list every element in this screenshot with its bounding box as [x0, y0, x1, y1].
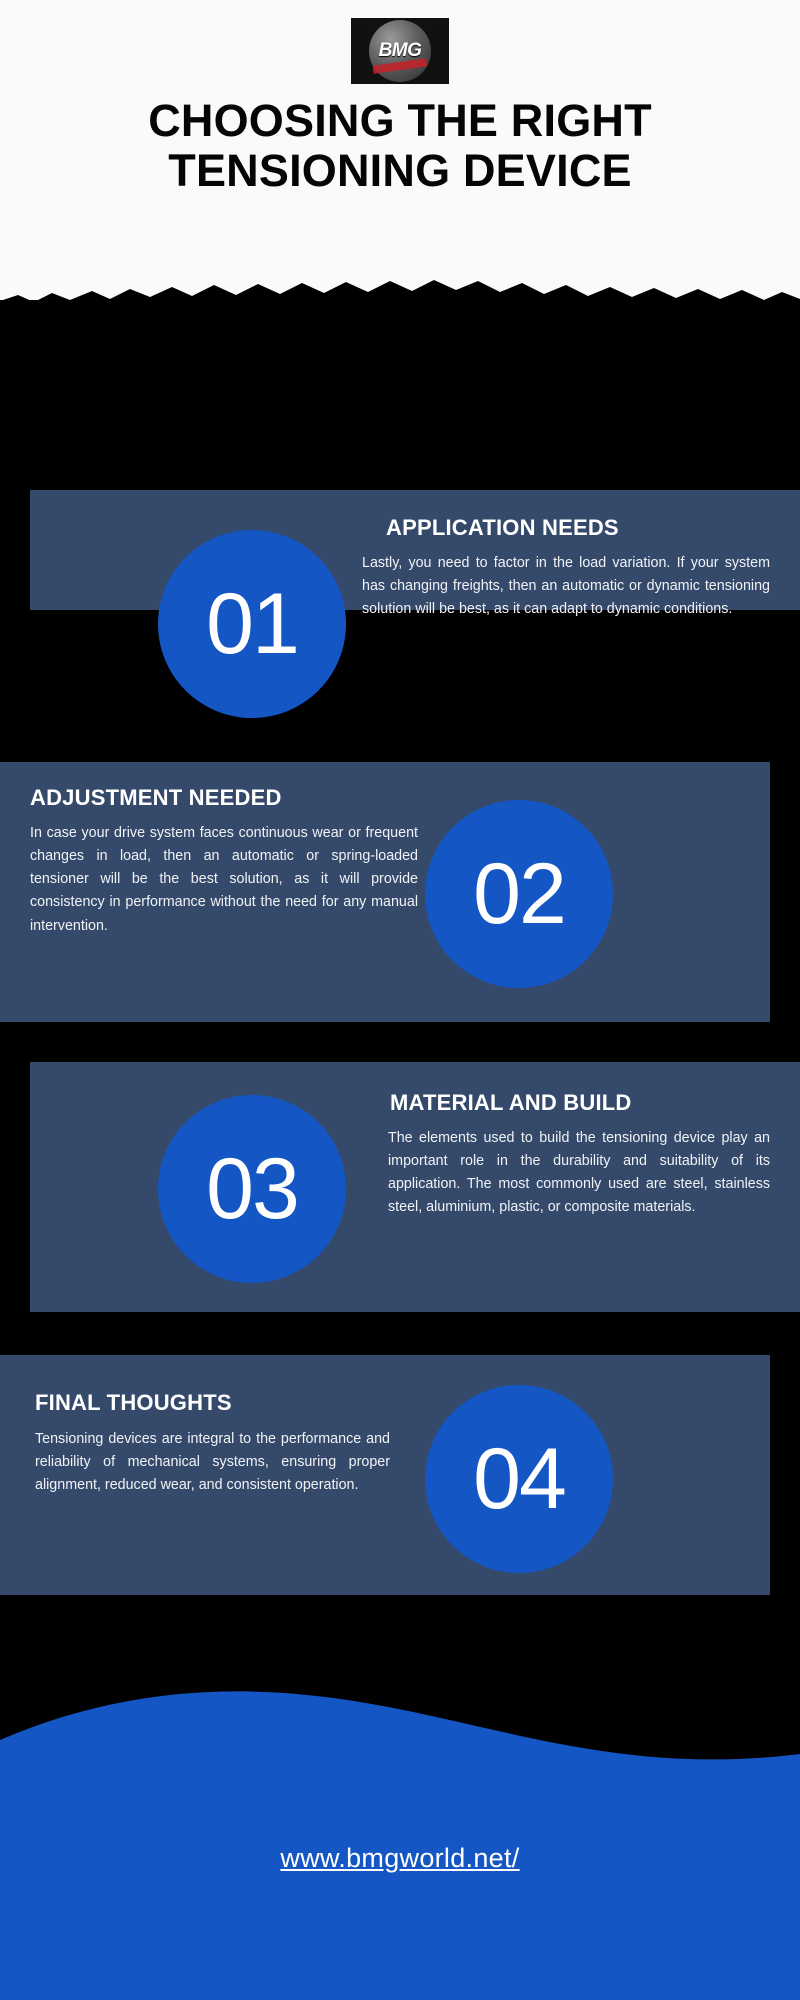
- bmg-logo-icon: [351, 18, 449, 84]
- page-title: CHOOSING THE RIGHT TENSIONING DEVICE: [148, 95, 652, 197]
- section-number-03: 03: [158, 1095, 346, 1283]
- section-number-01: 01: [158, 530, 346, 718]
- header: [0, 0, 800, 300]
- website-link[interactable]: www.bmgworld.net/: [280, 1843, 520, 1873]
- section-body-04: Tensioning devices are integral to the performance and reliability of mechanical systems, ensuring proper alignment, reduced wear, and consistent operation.: [35, 1431, 390, 1494]
- section-heading-03: MATERIAL AND BUILD: [390, 1090, 632, 1115]
- torn-paper-divider: [0, 275, 800, 335]
- logo-text: BMG: [378, 40, 422, 61]
- section-body-01: Lastly, you need to factor in the load variation. If your system has changing freights, then an automatic or dynamic tensioning solution will be best, as it can adapt to dynamic conditions.: [362, 555, 770, 618]
- section-body-02: In case your drive system faces continuous wear or frequent changes in load, then an automatic or spring-loaded tensioner will be the best solution, as it will provide consistency in performance without the need for any manual intervention.: [30, 825, 418, 934]
- footer-band: [0, 1788, 800, 2000]
- section-body-03: The elements used to build the tensioning device play an important role in the durability and suitability of its application. The most commonly used are steel, stainless steel, aluminium, plastic, or composite materials.: [388, 1130, 770, 1216]
- footer: [0, 1680, 800, 2000]
- section-number-04: 04: [425, 1385, 613, 1573]
- logo-disc-shape: [369, 20, 431, 82]
- section-heading-04: FINAL THOUGHTS: [35, 1390, 232, 1415]
- section-number-02: 02: [425, 800, 613, 988]
- section-heading-02: ADJUSTMENT NEEDED: [30, 785, 282, 810]
- section-heading-01: APPLICATION NEEDS: [386, 515, 619, 540]
